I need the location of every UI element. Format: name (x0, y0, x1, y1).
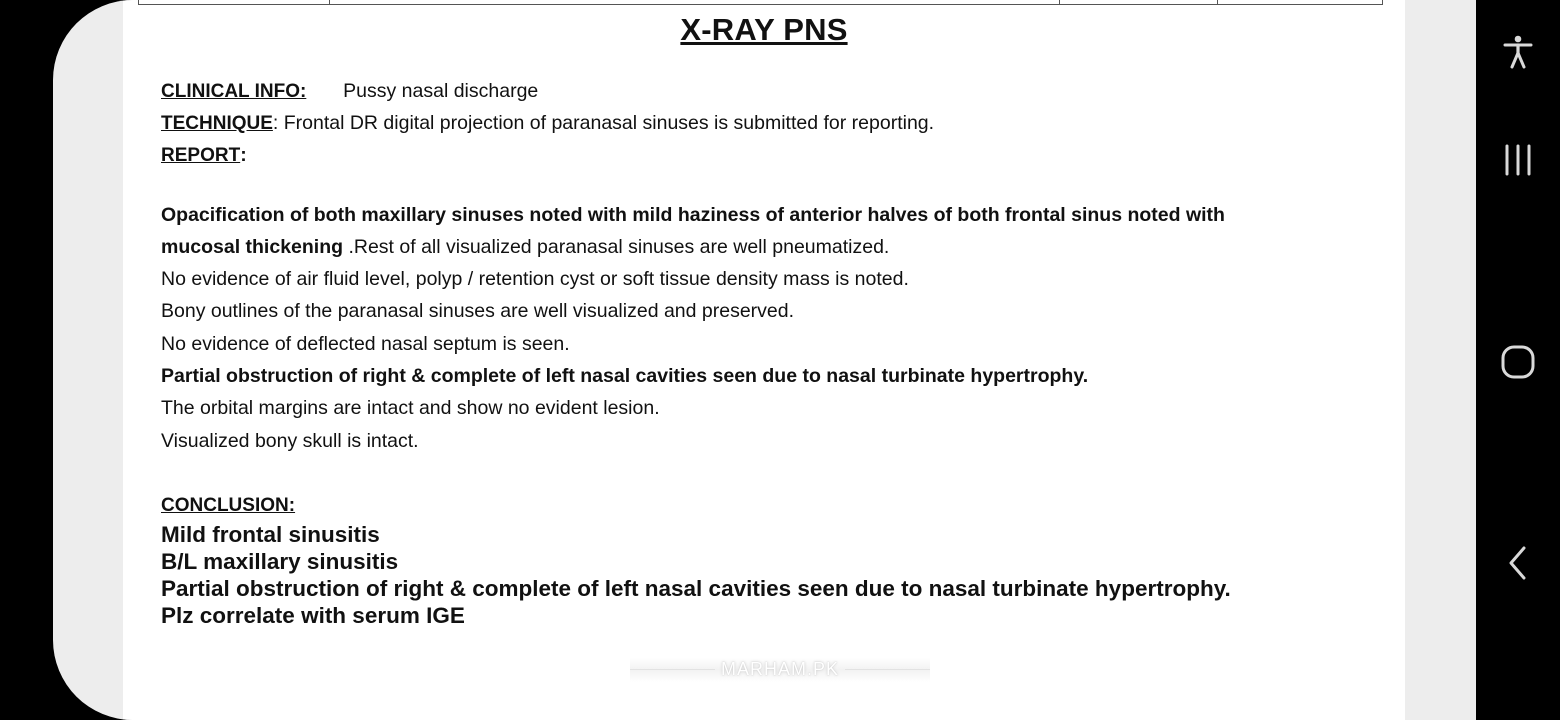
clinical-info-label: CLINICAL INFO: (161, 81, 307, 102)
finding-line-4: Bony outlines of the paranasal sinuses are well visualized and preserved. (161, 300, 795, 322)
watermark-text: MARHAM.PK (720, 659, 839, 679)
home-icon (1500, 344, 1536, 380)
technique-line (161, 112, 934, 135)
recent-apps-button[interactable] (1496, 138, 1540, 182)
report-title: X-RAY PNS (680, 12, 848, 47)
back-icon (1503, 545, 1533, 581)
header-table-fragment (138, 0, 1383, 5)
conclusion-item: B/L maxillary sinusitis (161, 549, 399, 574)
accessibility-icon (1502, 34, 1534, 70)
finding-line-5: No evidence of deflected nasal septum is seen. (161, 333, 570, 355)
report-heading (161, 144, 247, 167)
finding-line-2 (161, 236, 889, 259)
navigation-bar (1476, 0, 1560, 720)
accessibility-button[interactable] (1496, 30, 1540, 74)
document-viewer (53, 0, 1476, 720)
report-page[interactable] (123, 0, 1405, 720)
technique-label: TECHNIQUE (161, 113, 273, 134)
finding-line-3: No evidence of air fluid level, polyp / retention cyst or soft tissue density mass is noted. (161, 268, 909, 290)
clinical-info-value: Pussy nasal discharge (343, 80, 539, 102)
report-label: REPORT (161, 145, 241, 166)
conclusion-heading (161, 494, 295, 517)
conclusion-item: Mild frontal sinusitis (161, 522, 380, 547)
finding-line-2-rest: .Rest of all visualized paranasal sinuses are well pneumatized. (343, 236, 890, 258)
report-colon: : (240, 144, 247, 166)
recent-apps-icon (1502, 143, 1534, 177)
clinical-info-line (161, 80, 538, 103)
home-button[interactable] (1496, 340, 1540, 384)
finding-line-8: Visualized bony skull is intact. (161, 430, 419, 452)
conclusion-label: CONCLUSION: (161, 495, 296, 516)
technique-value: : Frontal DR digital projection of paranasal sinuses is submitted for reporting. (272, 112, 935, 134)
conclusion-item: Plz correlate with serum IGE (161, 603, 465, 628)
finding-line-1: Opacification of both maxillary sinuses noted with mild haziness of anterior halves of both frontal sinus noted with (161, 204, 1225, 226)
finding-line-6: Partial obstruction of right & complete of left nasal cavities seen due to nasal turbinate hypertrophy. (161, 365, 1089, 387)
watermark (630, 658, 930, 682)
conclusion-item: Partial obstruction of right & complete of left nasal cavities seen due to nasal turbinate hypertrophy. (161, 576, 1231, 601)
finding-line-2-bold: mucosal thickening (161, 236, 344, 258)
finding-line-7: The orbital margins are intact and show no evident lesion. (161, 397, 660, 419)
back-button[interactable] (1496, 541, 1540, 585)
